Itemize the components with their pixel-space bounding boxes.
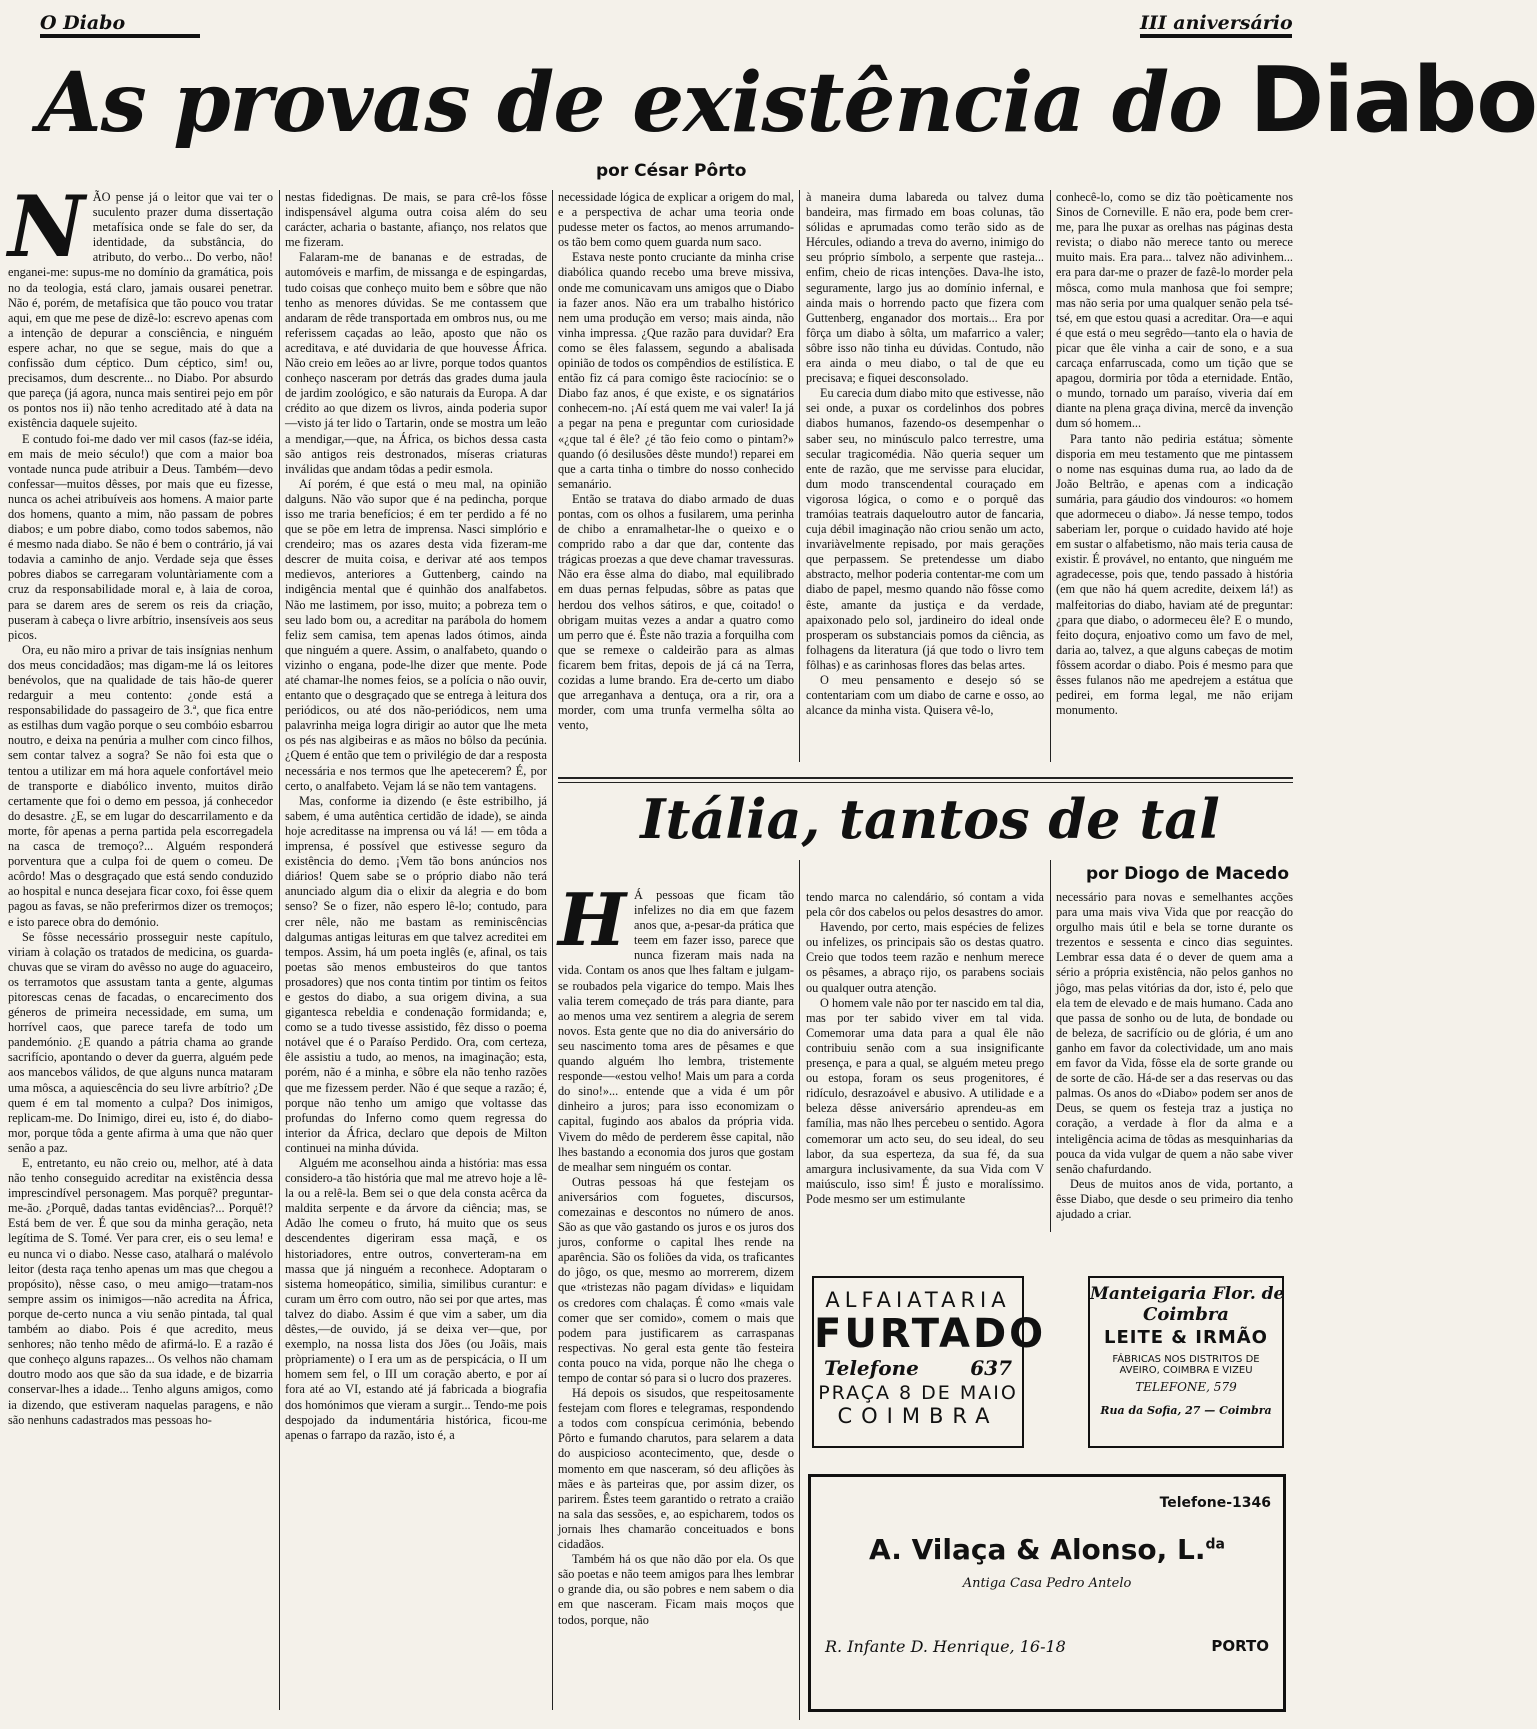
ad-brand-name: A. Vilaça & Alonso, L. [869, 1533, 1206, 1566]
paragraph: ÃO pense já o leitor que vai ter o suculento prazer duma dissertação metafísica onde se fale do ser, da identidade, da substância, do atributo, do verbo... Do verbo, não! enganei-me: supus-me no domínio da gramática, pois no da teologia, está claro, jamais ousarei penetrar. Não é, porém, de metafísica que tão pouco vou tratar aqui, em que me pese de dizê-lo: escrevo apenas com a intenção de depurar a consciência, e ninguém espere achar, no que se segue, mais do que a confissão dum céptico. Dum céptico, sim! ou, precisamos, dum descrente... no Diabo. Por absurdo que pareça (já agora, nunca mais sentirei pejo em pôr os pontos nos ii) não tenho acreditado até à data na existência daquele sujeito. [8, 190, 273, 431]
running-head-left: O Diabo [40, 12, 126, 34]
ad-manteigaria-leite [1088, 1276, 1284, 1448]
column-divider [1050, 860, 1051, 1232]
ad-address: Rua da Sofia, 27 — Coimbra [1100, 1404, 1272, 1417]
paragraph: Também há os que não dão por ela. Os que são poetas e não teem amigos para lhes lembrar o grande dia, ou são pobres e nem sabem o dia em que nasceram. Ficam mais moços que todos, porque, não [558, 1552, 794, 1627]
ad-phone-number: 637 [970, 1356, 1012, 1380]
article1-column-4 [806, 190, 1044, 762]
paragraph: Ora, eu não miro a privar de tais insígnias nenhum dos meus concidadãos; mas digam-me lá os leitores benévolos, que na qualidade de tais hão-de querer redarguir a meu contento: ¿onde está a responsabilidade do passageiro de 3.ª, que fica entre as estilhas dum vagão porque o seu combóio esbarrou noutro, e deixa na penúria a mulher com cinco filhos, sem contar talvez a sogra? Se não foi esta que o tentou a utilizar em má hora aquele confortável meio de transporte e diabólico invento, muitos dirão certamente que foi o demo em pessoa, já conhecedor do desastre. ¿E, se em lugar do descarrilamento e da morte, fôr apenas a perna partida pela escorregadela na casca de tremoço?... Alguém responderá porventura que a culpa foi de quem o comeu. De acôrdo! Mas o desgraçado que está sendo conduzido ao hospital e nunca desejara ficar coxo, foi êsse quem pagou as favas, se não preferirmos dizer os tremoços; e isto parece obra do demónio. [8, 642, 274, 929]
ad-brand: LEITE & IRMÃO [1104, 1327, 1268, 1348]
column-divider [799, 860, 800, 1720]
article2-column-2 [806, 890, 1044, 1230]
paragraph: necessário para novas e semelhantes acções para uma mais viva Vida que por reacção do orgulho mais útil e bela se torne durante os trezentos e sessenta e cinco dias seguintes. Lembrar essa data é o dever de quem ama a sério a própria existência, não pelos ganhos no jôgo, mas pelas vitórias da dor, isto é, pelo que ela tem de elevado e de mais humano. Cada ano que passa de sonho ou de luta, de bondade ou de beleza, de sacrifício ou de glória, é um ano ganho em favor da colectividade, um ano mais em favor da Vida, fôsse ela de sorte grande ou de sorte de cão. Há-de ser a das reservas ou das palmas. Os anos do «Diabo» podem ser anos de Deus, se quem os festeja traz a justiça no coração, a verdade à flor da alma e a inteligência acima de tôdas as mesquinharias da pouca da vida vulgar de quem a não sabe viver senão chafurdando. [1056, 890, 1293, 1176]
paragraph: à maneira duma labareda ou talvez duma bandeira, mas firmado em boas colunas, tão sólidas e aprumadas como terão sido as de Hércules, odiando a treva do averno, inimigo do seu próprio símbolo, a serpente que rasteja... enfim, cheio de ricas intenções. Dava-lhe isto, seguramente, largo jus ao domínio infernal, e ainda mais o horrendo pacto que fizera com Guttenberg, enganador dos mortais... Era por fôrça um diabo à sôlta, um mafarrico a valer; sôbre isso não tinha eu dúvidas. Contudo, não era ainda o meu diabo, o tal de que eu precisava; e fiquei desconsolado. [806, 190, 1044, 386]
article1-column-5 [1056, 190, 1293, 762]
paragraph: necessidade lógica de explicar a origem do mal, e a perspectiva de achar uma teoria onde pudesse meter os factos, ao menos arrumando-os tão bem como quem guarda num saco. [558, 190, 794, 250]
paragraph: Falaram-me de bananas e de estradas, de automóveis e marfim, de missanga e de espingardas, tudo coisas que conheço muito bem e sôbre que não tenho as menores dúvidas. Se me contassem que andaram de rêde transportada em ombros nus, ou me referissem caçadas ao leão, aposto que não os acreditava, e até duvidaria de que houvesse África. Não creio em leões ao ar livre, porque todos quantos conheço nasceram por detrás das grades duma jaula de jardim zoológico, e são naturais da Europa. A dar crédito ao que dizem os livros, ainda poderia supor—visto já ter lido o Tartarin, onde se mostra um leão a mendigar,—que, na África, os bichos dessa casta são antigos reis destronados, míseras criaturas inválidas que andam tôdas a pedir esmola. [285, 250, 547, 476]
article2-column-3 [1056, 890, 1293, 1230]
column-divider [552, 190, 553, 1710]
article1-column-1 [8, 177, 274, 1720]
column-divider [1050, 190, 1051, 762]
ad-brand-sup: da [1205, 1536, 1225, 1553]
ad-brand [811, 1533, 1283, 1566]
column-divider [279, 190, 280, 1710]
column-divider [799, 190, 800, 762]
paragraph: Aí porém, é que está o meu mal, na opinião dalguns. Não vão supor que é na pedincha, porque isso me traria benefícios; é em ter perdido a fé no que se põe em letra de imprensa. Nasci simplório e crendeiro; mas os azares desta vida fizeram-me descrer de muita coisa, e derivar até aos tempos medievos, anteriores a Guttenberg, caindo na indigência mental que é quinhão dos analfabetos. Não me lastimem, por isso, muito; a pobreza tem o seu lado bom ou, a acreditar na parábola do homem feliz sem camisa, tem apenas lados ótimos, ainda que ninguém a quere. Assim, o analfabeto, quando o vizinho o engana, pode-lhe dizer que mente. Pode até chamar-lhe nomes feios, se a polícia o não ouvir, entanto que o desgraçado que se entrega à leitura dos periódicos, ou até dos não-periódicos, nem uma palavrinha meiga logra dirigir ao autor que lhe meta os pés nas algibeiras e as mãos no bôlso da pecúnia. ¿Quem é então que tem o privilégio de dar a resposta necessária e nos termos que lhe apetecerem? É, por certo, o analfabeto. Vejam lá se não tem vantagens. [285, 476, 547, 793]
article1-title-main: As provas de existência do [38, 55, 1222, 151]
ad-brand: FURTADO [814, 1311, 1047, 1357]
article1-title-end: Diabo [1249, 48, 1537, 153]
paragraph: E contudo foi-me dado ver mil casos (faz-se idéia, em mais de meio século!) que com a maior boa vontade nunca pude atribuir a Deus. Também—devo confessar—muitos dêsses, por mais que eu fizesse, nunca os achei atribuíveis aos homens. A maior parte dos homens, quanto a mim, não passam de pobres diabos; e um pobre diabo, como todos sabemos, não é mesmo nada diabo. Se não é bem o contrário, já vai todavia a caminho de anjo. Verdade seja que êsses pobres diabos se carregaram voluntàriamente com a cruz da responsabilidade moral e, à laia de coroa, para se darem ares de serem os reis da criação, puseram à cabeça o livre arbítrio, insensíveis aos seus picos. [8, 431, 273, 642]
ad-line: PRAÇA 8 DE MAIO [818, 1382, 1018, 1404]
paragraph: tendo marca no calendário, só contam a vida pela côr dos cabelos ou pelos desastres do amor. [806, 890, 1044, 920]
paragraph: Para tanto não pediria estátua; sòmente disporia em meu testamento que me pintassem o nome nas esquinas duma rua, ao lado da de João Beltrão, e apenas com a indicação sumária, para gáudio dos vindouros: «o homem que adormeceu o diabo». Já nesse tempo, todos saberiam ler, porque o cuidado havido até hoje em sustar o alfabetismo, não mais teria causa de existir. É provável, no entanto, que ninguém me agradecesse, pois que, tendo passado à história (em que não há quem acredite, deixem lá!) as malfeitorias do diabo, haviam até de preguntar: ¿para que diabo, o adormeceu êle? E o mundo, feito doçura, enjoativo como um favo de mel, daria ao, talvez, a que alguns cabeças de motim fôssem acordar o diabo. Pois é mesmo para que êsses fulanos não me apedrejem a estátua que pedirei, em forma legal, me não erijam monumento. [1056, 431, 1293, 718]
ad-alfaiataria-furtado [812, 1276, 1047, 1448]
drop-cap: N [8, 177, 85, 276]
header-rule-right [1140, 34, 1292, 38]
ad-city: PORTO [1211, 1637, 1269, 1655]
article1-byline: por César Pôrto [596, 161, 747, 181]
ad-line: ALFAIATARIA [825, 1288, 1011, 1312]
ad-line: COIMBRA [837, 1404, 999, 1428]
article1-title [38, 48, 1537, 153]
ad-phone: TELEFONE, 579 [1135, 1380, 1237, 1394]
ad-line: Manteigaria Flor. de [1090, 1284, 1285, 1304]
paragraph: Á pessoas que ficam tão infelizes no dia em que fazem anos que, a-pesar-da prática que teem em fazer isso, parece que nunca fizeram mais nada na vida. Contam os anos que lhes faltam e julgam-se roubados pela vigarice do tempo. Mais lhes valia terem começado de trás para diante, para ao menos uma vez sentirem a alegria de serem novos. Esta gente que no dia do aniversário do seu nascimento toma ares de pêsames e que quando alguém lho lembra, tristemente responde—«estou velho! Mais um para a corda do sino!»... entende que a vida é um pôr dinheiro a juros; para isso economizam o capital, fugindo aos abalos da própria vida. Vivem do mêdo de perderem êsse capital, não lhes bastando a economia dos juros que gostam de mealhar sem ninguém os contar. [558, 888, 794, 1174]
paragraph: Alguém me aconselhou ainda a história: mas essa considero-a tão história que mal me atrevo hoje a lê-la ou a relê-la. Bem sei o que dela consta acêrca da maldita serpente e da árvore da ciência; mas, se Adão lhe comeu o fruto, há muito que os seus descendentes digeriram essa maçã, e os historiadores, entre outros, converteram-na em massa que já ninguém a reconhece. Adoptaram o sistema homeopático, similia, similibus curantur: e curam um êrro com outro, não sei por que artes, mas talvez do diabo. Assim é que vim a saber, um dia dêstes,—de ouvido, já se deixa ver—que, por exemplo, na nossa lista dos Jões (ou Joãis, mais pròpriamente) o I era um as de perspicácia, o II um homem sem fel, o III um coração aberto, e por aí fora até ao VI, estando até já fabricada a biografia dos homónimos que vieram a surgir... Tendo-me pois despojado da indumentária histórica, ficou-me apenas o farrapo da razão, isto é, a [285, 1156, 547, 1442]
paragraph: Há depois os sisudos, que respeitosamente festejam com flores e telegramas, respondendo a todos com conspícua cerimónia, bebendo Pôrto e fumando charutos, para selarem a data do auspicioso acontecimento, que, desde o momento em que nasceram, só deu aflições às mães e às parteiras que, por assim dizer, os parirem. Êstes teem garantido o retrato a craião na sala das sessões, e, ao espicharem, todos os jornais lhes chamarão conceituados e bons cidadãos. [558, 1386, 794, 1552]
paragraph: nestas fidedignas. De mais, se para crê-los fôsse indispensável alguma outra coisa além do seu carácter, acharia o bastante, afianço, nos relatos que me fizeram. [285, 190, 547, 250]
article1-column-3 [558, 190, 794, 762]
ad-footer-row [811, 1591, 1283, 1656]
ad-vilaca-alonso [808, 1474, 1286, 1712]
ad-address: R. Infante D. Henrique, 16-18 [825, 1637, 1066, 1656]
header-rule-left [40, 34, 200, 38]
running-head-right: III aniversário [1140, 12, 1293, 34]
article2-byline: por Diogo de Macedo [1086, 864, 1289, 884]
article-separator [558, 777, 1293, 779]
paragraph: Estava neste ponto cruciante da minha crise diabólica quando recebo uma breve missiva, onde me comunicavam uns amigos que o Diabo ia fazer anos. Não era um trabalho histórico nem uma produção em verso; mais ainda, não vinha impressa. ¿Que razão para duvidar? Era como se êles falassem, segundo a abalisada opinião de todos os compêndios de estilística. E então fiz cá para comigo êste raciocínio: se o Diabo faz anos, é que existe, e os signatários conhecem-no. ¡Aí está quem me vai valer! Ia já a pegar na pena e preguntar com curiosidade «¿que tal é êle? ¿é tão feio como o pintam?» quando (ó desilusões dêste mundo!) reparei em que a carta tinha o timbre do nosso conhecido semanário. [558, 250, 794, 491]
paragraph: Deus de muitos anos de vida, portanto, a êsse Diabo, que desde o seu primeiro dia tenho ajudado a criar. [1056, 1176, 1293, 1221]
paragraph: Outras pessoas há que festejam os aniversários com foguetes, discursos, comezainas e descontos no número de anos. São as que vão gastando os juros e os juros dos juros, conforme o capital lhes rende na aparência. São os foliões da vida, os traficantes do jôgo, os que, mesmo ao morrerem, dizem que «tristezas não pagam dívidas» e liquidam os credores com chalaças. É como «mais vale comer que ser comido», comem o mais que podem para justificarem as carraspanas respectivas. No geral esta gente tão festeira conta pouco na vida, porque não lhe chega o tempo de contar só para si o lucro dos prazeres. [558, 1174, 794, 1385]
ad-phone: Telefone-1346 [1159, 1495, 1271, 1511]
ad-subtitle: Antiga Casa Pedro Antelo [962, 1576, 1132, 1591]
article-separator-thin [558, 782, 1293, 783]
paragraph: Eu carecia dum diabo mito que estivesse, não sei onde, a puxar os cordelinhos dos pobres diabos humanos, fazendo-os desempenhar o saber seu, no minúsculo palco terrestre, uma secular tragicomédia. Não queria sequer um ente de razão, que me servisse para elucidar, dum modo transcendental couraçado em vigorosa lógica, o como e o porquê das tramóias teatrais daqueloutro autor de fancaria, cuja débil imaginação não criou senão um acto, invariàvelmente repisado, por mais gerações que perpassem. Se pretendesse um diabo abstracto, melhor poderia contentar-me com um diabo de papel, mesmo quando não fôsse como êste, amante da justiça e da verdade, apaixonado pelo sol, jardineiro do ideal onde prosperam os substanciais pomos da ciência, as folhagens da literatura (já que todo o livro tem fôlhas) e as carinhosas flores das belas artes. [806, 386, 1045, 672]
paragraph: Se fôsse necessário prosseguir neste capítulo, viriam à colação os tratados de medicina, os guarda-chuvas que se viram do avêsso no auge do aguaceiro, os terramotos que assustam tanta a gente, algumas pitorescas cenas de facadas, o encarecimento dos géneros de primeira necessidade, em suma, um horrível caos, que parece tarefa de todo um pandemónio. ¿E quando a pátria chama ao grande sacrifício, apontando o dever da guerra, alguém pede aos mancebos válidos, de que alguns nunca mataram uma môsca, a aquiescência do seu livre arbítrio? ¿De quem é em tal momento a culpa? Dos inimigos, replicam-me. Do Inimigo, direi eu, isto é, do diabo-mor, porque tôda a gente afirma à uma que não quer senão a paz. [8, 929, 273, 1155]
paragraph: Havendo, por certo, mais espécies de felizes ou infelizes, os principais são os destas quatro. Creio que todos teem razão e nenhum merece os pêsames, a abraço rijo, os parabens sociais ou qualquer outra atenção. [806, 920, 1044, 995]
paragraph: Mas, conforme ia dizendo (e êste estribilho, já sabem, é uma autêntica certidão de idade), se ainda hoje acreditasse na imprensa ou vá lá! — em tôda a imprensa, é possível que estivesse seguro da existência do demo. ¡Vem tão bons anúncios nos diários! Quem sabe se o próprio diabo não terá anunciado algum dia o elixir da alegria e do bom senso? Se o fizer, não espero lê-lo; contudo, para crer nêle, não me bastam as reminiscências dalgumas antigas leituras em que talvez acreditei em tempos. Assim, há um poeta inglês (e, afinal, os tais poetas são menos embusteiros do que tantos prosadores) que nos conta tintim por tintim os feitos e gestos do diabo, a sua origem divina, a sua gigantesca rebeldia e condenação formidanda; e, como se a tudo tivesse assistido, fêz disso o poema notável que é o Paraíso Perdido. Ora, com certeza, êle assistiu a tudo, ao menos, na imaginação; esta, porém, não é a minha, e sôbre ela não tenho razões que me fizessem perder. Não é que seque a razão; é, porque não tenho um amigo que voltasse das profundas do Inferno como quem regressa do interior da África, declaro que depois de Milton continuei na minha dúvida. [285, 793, 547, 1155]
ad-line: Coimbra [1143, 1304, 1229, 1325]
paragraph: O homem vale não por ter nascido em tal dia, mas por ter sabido viver em tal vida. Comemorar uma data para a qual êle não contribuiu senão com a sua insignificante presença, e para a qual, se alguém meteu prego ou estopa, foram os seus progenitores, é ridículo, desrazoável e abusivo. A utilidade e a beleza dêsse aniversário aprendeu-as em família, mas não lhes percebeu o sentido. Agora comemorar um acto seu, do seu ideal, do seu labor, da sua esperteza, da sua fé, da sua amargura inclusivamente, da sua Vida com V maiúsculo, isso sim! É justo e moralíssimo. Pode mesmo ser um estimulante [806, 995, 1045, 1206]
article1-column-2 [285, 190, 547, 1720]
ad-line: AVEIRO, COIMBRA E VIZEU [1119, 1365, 1253, 1376]
ad-phone-label: Telefone [824, 1356, 919, 1380]
ad-phone-row [814, 1356, 1022, 1380]
drop-cap: H [558, 877, 627, 962]
ad-line: FÁBRICAS NOS DISTRITOS DE [1112, 1354, 1260, 1365]
article2-title: Itália, tantos de tal [640, 787, 1220, 851]
article2-column-1 [558, 877, 794, 1720]
paragraph: Então se tratava do diabo armado de duas pontas, com os olhos a fusilarem, uma perinha de chibo a enramalhetar-lhe o queixo e o comprido rabo a dar que dar, contente das trágicas proezas a que deve chamar travessuras. Não era êsse alma do diabo, mal equilibrado em duas pernas felpudas, sôbre as patas que herdou dos velhos sátiros, e que, coitado! o obrigam muitas vezes a andar a quatro como um perro que é. Êste não trazia a forquilha com que se remexe o caldeirão para as almas ficarem bem fritas, depois de já cá na Terra, cozidas a lume brando. Era de-certo um diabo que arreganhava a dentuça, ora a rir, ora a morder, com uma trunfa vermelha sôlta ao vento, [558, 491, 794, 733]
paragraph: E, entretanto, eu não creio ou, melhor, até à data não tenho conseguido acreditar na existência dessa imprescindível personagem. Mas porquê? preguntar-me-ão. ¿Porquê, dadas tantas evidências?... Porquê!? Está bem de ver. É que sou da minha geração, neta legítima de S. Tomé. Ver para crer, eis o seu lema! e eu nunca vi o diabo. Nesse caso, atalhará o malévolo leitor (desta raça tenho apenas um mas que chegou a propósito), nêsse caso, o meu amigo—tratam-nos sempre assim os inimigos—não acredita na África, porque de-certo nunca a viu senão pintada, tal qual também ao diabo. Pois é que acredito, meus senhores; não tenho mêdo de afirmá-lo. E a razão é que conheço alguns rapazes... Os velhos não chamam doutro modo aos que são da sua idade, e de bizarria conservar-lhes a idade... Tenho alguns amigos, como ia dizendo, que estiveram naquelas paragens, e não são nenhuns cadastrados mas pessoas ho- [8, 1156, 273, 1427]
paragraph: O meu pensamento e desejo só se contentariam com um diabo de carne e osso, ao alcance da minha vista. Quisera vê-lo, [806, 673, 1044, 718]
paragraph: conhecê-lo, como se diz tão poèticamente nos Sinos de Corneville. E não era, pode bem crer-me, para lhe puxar as orelhas nas páginas desta revista; o diabo não merece tanto ou merece muito mais. Era para... talvez não adivinhem... era para dar-me o prazer de fazê-lo morder pela môsca, como mula manhosa que foi sempre; mas não seria por uma qualquer senão pela tsé-tsé, em que estou quasi a acreditar. Ora—e aqui é que está o meu segrêdo—tanto ela o havia de picar que êle vinha a cair de sono, e a sua carcaça enfarruscada, como um tição que se apagou, dormiria por tôda a eternidade. Então, o mundo, tornado um paraíso, viveria daí em diante na plena graça divina, mercê da invenção dum só homem... [1056, 190, 1293, 431]
